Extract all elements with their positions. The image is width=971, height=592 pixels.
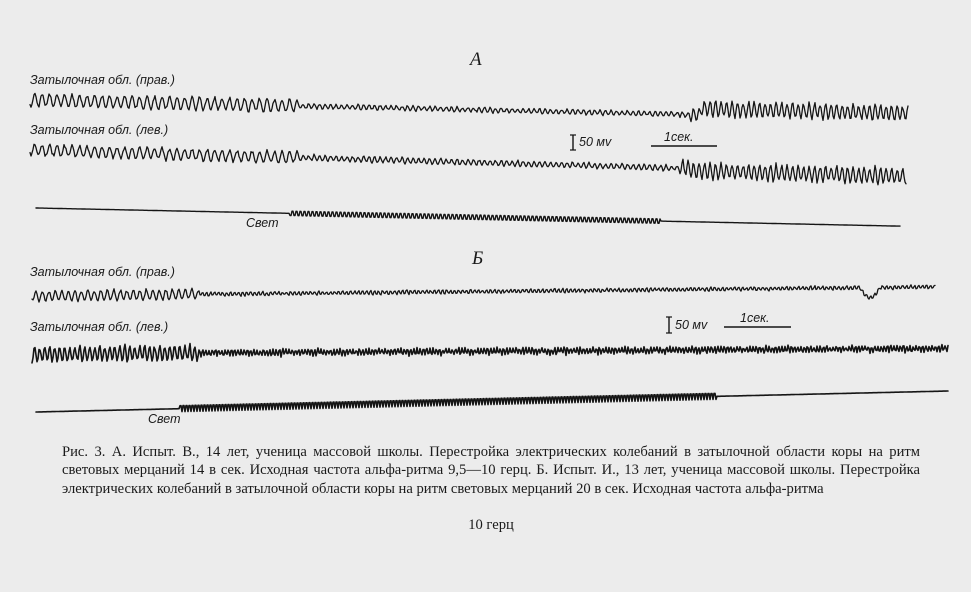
panel-b-trace-right: [32, 285, 935, 302]
panel-b-time-scale: [724, 311, 791, 327]
panel-b-light-marker: [36, 391, 948, 412]
panel-b-amplitude-label: 50 мv: [675, 318, 708, 332]
panel-b-lead-left-label: Затылочная обл. (лев.): [30, 320, 169, 334]
panel-a-time-scale: [651, 130, 717, 146]
panel-a-amplitude-label: 50 мv: [579, 135, 612, 149]
panel-a-lead-left-label: Затылочная обл. (лев.): [30, 123, 169, 137]
panel-a-light-marker: [36, 208, 900, 226]
panel-b-letter: Б: [472, 248, 484, 269]
panel-b-lead-right-label: Затылочная обл. (прав.): [30, 265, 175, 279]
panel-a-trace-left: [30, 144, 906, 185]
panel-a-time-label: 1сек.: [664, 130, 694, 144]
panel-a-amplitude-scale: [570, 135, 612, 150]
panel-a-light-label: Свет: [246, 216, 279, 230]
figure-caption: Рис. 3. А. Испыт. В., 14 лет, ученица массовой школы. Перестройка электрических колебаний в затылочной области коры на ритм световых мерцаний 14 в сек. Исходная частота альфа-ритма 9,5—10 герц. Б. Испыт. И., 13 лет, ученица массовой школы. Перестройка электрических колебаний в затылочной области коры на ритм световых мерцаний 20 в сек. Исходная частота альфа-ритма: [62, 444, 920, 497]
panel-a-letter: А: [470, 49, 482, 70]
panel-b-time-label: 1сек.: [740, 311, 770, 325]
panel-b-light-label: Свет: [148, 412, 181, 426]
panel-a-trace-right: [30, 93, 908, 121]
panel-a-lead-right-label: Затылочная обл. (прав.): [30, 73, 175, 87]
panel-b-trace-left: [32, 344, 948, 363]
panel-b-amplitude-scale: [666, 317, 708, 333]
figure-caption-last-line: 10 герц: [468, 517, 514, 533]
